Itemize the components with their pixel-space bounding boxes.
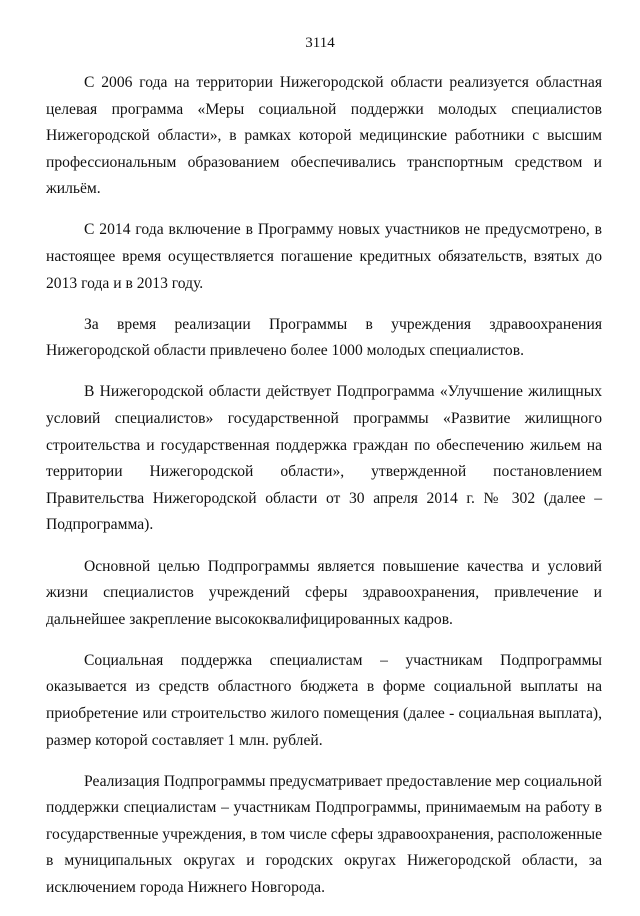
paragraph-subprogram-scope: Реализация Подпрограммы предусматривает предоставление мер социальной поддержки специалистам – участникам Подпрограммы, принимаемым на работу в государственные учреждения, в том числе сферы здравоохранения, расположенные в муниципальных округах и городских округах Нижегородской области, за исключением города Нижнего Новгорода. — [46, 772, 602, 897]
document-body — [46, 70, 602, 916]
paragraph-program-closure: С 2014 года включение в Программу новых участников не предусмотрено, в настоящее время осуществляется погашение кредитных обязательств, взятых до 2013 года и в 2013 году. — [46, 221, 602, 292]
paragraph-program-results: За время реализации Программы в учреждения здравоохранения Нижегородской области привлечено более 1000 молодых специалистов. — [46, 315, 602, 360]
page-number: 3114 — [305, 35, 335, 51]
paragraph-program-history: С 2006 года на территории Нижегородской области реализуется областная целевая программа «Меры социальной поддержки молодых специалистов Нижегородской области», в рамках которой медицинские работники с высшим профессиональным образованием обеспечивались транспортным средством и жильём. — [46, 74, 602, 198]
paragraph-subprogram-intro: В Нижегородской области действует Подпрограмма «Улучшение жилищных условий специалистов» государственной программы «Развитие жилищного строительства и государственная поддержка граждан по обеспечению жильем на территории Нижегородской области», утвержденной постановлением Правительства Нижегородской области от 30 апреля 2014 г. № 302 (далее – Подпрограмма). — [46, 383, 602, 534]
paragraph-social-payment: Социальная поддержка специалистам – участникам Подпрограммы оказывается из средств областного бюджета в форме социальной выплаты на приобретение или строительство жилого помещения (далее - социальная выплата), размер которой составляет 1 млн. рублей. — [46, 651, 602, 749]
paragraph-subprogram-goal: Основной целью Подпрограммы является повышение качества и условий жизни специалистов учреждений сферы здравоохранения, привлечение и дальнейшее закрепление высококвалифицированных кадров. — [46, 557, 602, 628]
